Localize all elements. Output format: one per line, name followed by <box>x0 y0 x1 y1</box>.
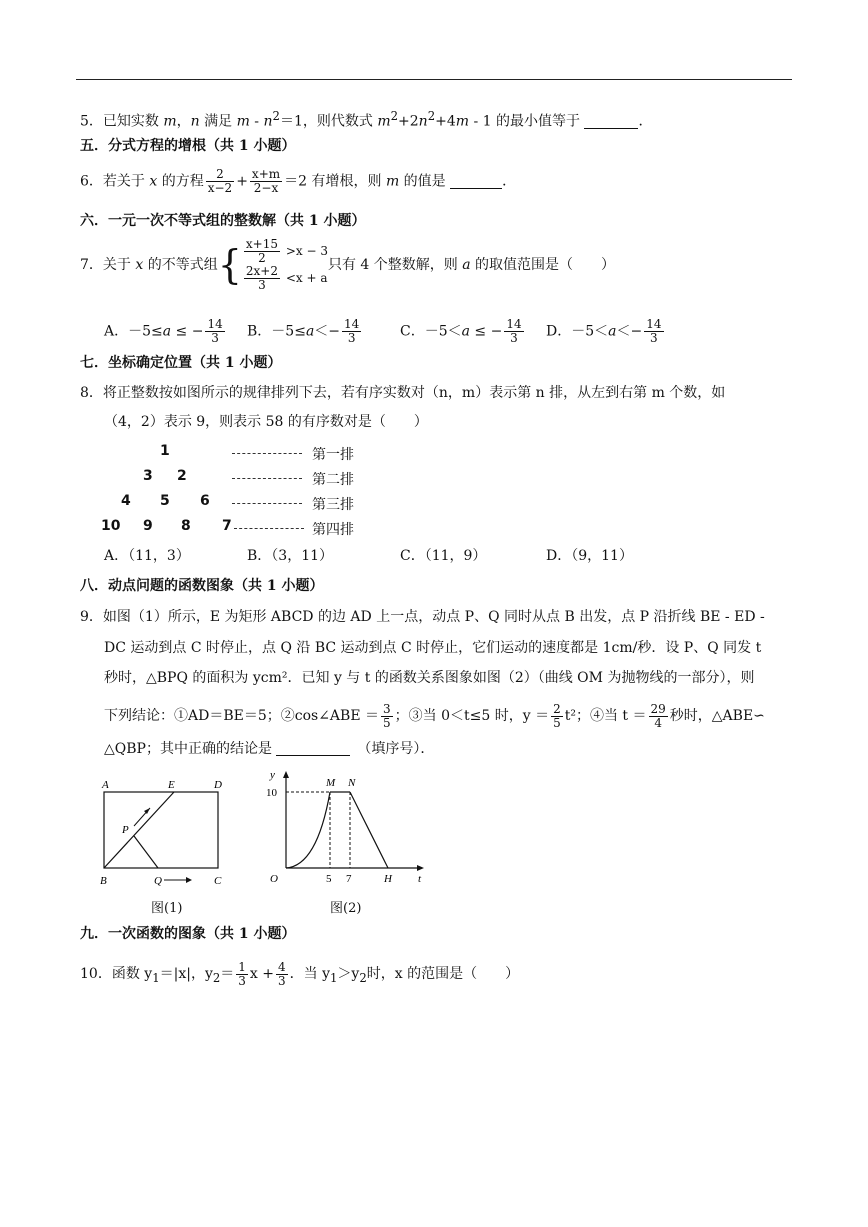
q5-sup: 2 <box>272 109 280 123</box>
label-y: y <box>270 769 275 781</box>
triangle-number: 8 <box>181 518 191 534</box>
label-m: M <box>326 777 336 789</box>
q9-text: 下列结论：①AD＝BE＝5；②cos∠ABE ＝ <box>104 708 380 724</box>
question-9-line-5 <box>104 739 434 759</box>
fraction <box>342 318 361 345</box>
numerator: x+m <box>251 167 281 181</box>
label-10: 10 <box>266 787 277 799</box>
numerator: 14 <box>207 317 223 331</box>
denominator: 2−x <box>253 181 279 195</box>
section-6-heading: 六．一元一次不等式组的整数解（共 1 小题） <box>80 213 366 229</box>
label-7: 7 <box>346 873 352 885</box>
option-rel: ≤ − <box>171 323 204 340</box>
numerator: 2 <box>206 168 234 182</box>
q8-option-b[interactable]: B．（3，11） <box>247 548 334 564</box>
figure-1-caption: 图(1) <box>151 901 183 916</box>
q10-text: x + <box>249 966 274 982</box>
q6-text: 的方程 <box>157 173 204 190</box>
fraction <box>205 318 224 345</box>
t-axis-arrow <box>417 865 424 871</box>
label-t: t <box>418 873 422 885</box>
question-5 <box>80 106 652 132</box>
fraction <box>250 168 282 195</box>
figure-2-caption: 图(2) <box>330 901 362 916</box>
q10-text: ＝|x|，y <box>159 966 213 982</box>
q8-option-c[interactable]: C．（11，9） <box>400 548 487 564</box>
q5-var: m <box>377 113 391 130</box>
label-a: A <box>102 779 109 791</box>
q5-text: - <box>249 113 264 130</box>
q7-var: x <box>135 257 144 273</box>
numerator: 3 <box>383 701 391 716</box>
q5-text: 满足 <box>199 113 237 130</box>
option-label: A．－5≤ <box>104 323 163 340</box>
q5-text: - 1 的最小值等于 <box>469 113 585 130</box>
label-c: C <box>214 875 222 887</box>
label-b: B <box>100 875 107 887</box>
q7-option-a[interactable] <box>104 318 227 345</box>
fraction <box>381 703 393 730</box>
fraction <box>649 703 668 730</box>
label-n: N <box>348 777 356 789</box>
section-8-heading: 八．动点问题的函数图象（共 1 小题） <box>80 578 324 594</box>
leader-line <box>232 478 302 479</box>
label-p: P <box>122 824 129 836</box>
question-9-line-4 <box>104 702 765 730</box>
denominator: 3 <box>650 331 658 345</box>
question-10 <box>80 960 519 992</box>
answer-blank[interactable] <box>276 741 350 756</box>
fraction <box>551 703 563 730</box>
question-6 <box>80 168 516 195</box>
option-var: a <box>608 323 617 340</box>
fraction <box>644 318 663 345</box>
leader-line <box>232 453 302 454</box>
option-rel: ≤ − <box>469 323 503 340</box>
subscript: 1 <box>330 970 338 985</box>
segment-pq <box>134 836 158 868</box>
q5-var: n <box>263 113 273 130</box>
q10-text: ＝ <box>220 966 235 982</box>
q7-text: 的取值范围是（ ） <box>470 257 616 273</box>
fraction <box>206 168 234 195</box>
option-rel: ＜− <box>616 323 643 340</box>
q10-text: ．当 y <box>289 966 330 982</box>
q8-option-d[interactable]: D．（9，11） <box>546 548 633 564</box>
q6-text: 的值是 <box>399 173 451 190</box>
q6-var: m <box>385 173 400 190</box>
q9-text: ；③当 0＜t≤5 时，y ＝ <box>394 708 550 724</box>
label-d: D <box>214 779 222 791</box>
q10-text: ＞y <box>337 966 360 982</box>
denominator: 3 <box>278 973 286 988</box>
q6-text: + <box>236 173 248 190</box>
question-8-line-1: 8．将正整数按如图所示的规律排列下去，若有序实数对（n，m）表示第 n 排，从左到右第 m 个数，如 <box>80 385 726 401</box>
row-label: 第四排 <box>312 522 354 538</box>
q10-text: 时，x 的范围是（ ） <box>366 966 520 982</box>
triangle-number: 7 <box>222 518 232 534</box>
row-label: 第二排 <box>312 472 354 488</box>
label-q: Q <box>154 875 162 887</box>
figure-2-graph <box>262 766 432 892</box>
q7-text: 7．关于 <box>80 257 136 273</box>
q10-text: 10．函数 y <box>80 966 153 982</box>
q6-var: x <box>149 173 158 190</box>
numerator: 14 <box>646 317 662 331</box>
option-label: C．－5＜ <box>400 323 462 340</box>
q7-var: a <box>462 257 471 273</box>
label-o: O <box>270 873 278 885</box>
denominator: 5 <box>383 715 391 730</box>
row-label: 第一排 <box>312 447 354 463</box>
q6-text: ． <box>502 173 517 190</box>
arrow-head <box>186 877 192 883</box>
numerator: 4 <box>278 959 286 974</box>
q7-text: <x + a <box>282 271 328 285</box>
q5-text: ， <box>176 113 191 130</box>
q5-var: n <box>418 113 428 130</box>
leader-line <box>232 503 302 504</box>
row-label: 第三排 <box>312 497 354 513</box>
question-9-line-3: 秒时，△BPQ 的面积为 ycm²．已知 y 与 t 的函数关系图象如图（2）（曲线 OM 为抛物线的一部分），则 <box>104 670 755 686</box>
q5-text: ． <box>638 113 653 130</box>
header-rule <box>76 79 792 80</box>
q8-option-a[interactable]: A．（11，3） <box>104 548 190 564</box>
triangle-number: 2 <box>177 468 187 484</box>
answer-blank[interactable] <box>450 174 502 189</box>
y-axis-arrow <box>283 771 289 778</box>
fraction <box>236 961 248 988</box>
triangle-number: 10 <box>101 518 121 534</box>
numerator: 14 <box>344 317 360 331</box>
option-var: a <box>305 323 315 340</box>
question-8-line-2: （4，2）表示 9，则表示 58 的有序数对是（ ） <box>104 414 428 430</box>
q6-text: ＝2 有增根，则 <box>284 173 386 190</box>
denominator: x−2 <box>207 181 233 195</box>
option-var: a <box>461 323 470 340</box>
q5-sup: 2 <box>427 109 436 123</box>
q7-text: 的不等式组 <box>143 257 218 273</box>
fraction <box>244 238 280 265</box>
q5-sup: 2 <box>390 109 399 123</box>
denominator: 3 <box>258 278 266 292</box>
fraction <box>244 265 280 292</box>
subscript: 2 <box>359 970 367 985</box>
triangle-number: 1 <box>160 443 170 459</box>
label-h: H <box>384 873 392 885</box>
section-7-heading: 七．坐标确定位置（共 1 小题） <box>80 355 282 371</box>
triangle-number: 4 <box>121 493 131 509</box>
option-label: D．－5＜ <box>546 323 609 340</box>
triangle-number: 5 <box>160 493 170 509</box>
q7-text: 只有 4 个整数解，则 <box>327 257 463 273</box>
q5-var: m <box>236 113 250 130</box>
inequality-system <box>242 238 328 292</box>
numerator: x+15 <box>245 237 278 251</box>
segment-be <box>104 792 174 868</box>
answer-blank[interactable] <box>584 114 638 129</box>
section-5-heading: 五．分式方程的增根（共 1 小题） <box>80 138 296 154</box>
option-var: a <box>162 323 172 340</box>
triangle-number: 3 <box>143 468 153 484</box>
denominator: 3 <box>211 331 219 345</box>
numerator: 29 <box>650 701 666 716</box>
label-5: 5 <box>326 873 332 885</box>
denominator: 3 <box>238 973 246 988</box>
numerator: 2 <box>553 701 561 716</box>
section-9-heading: 九．一次函数的图象（共 1 小题） <box>80 926 296 942</box>
q5-var: m <box>163 113 177 130</box>
q9-text: （填序号）． <box>364 741 435 757</box>
subscript: 2 <box>212 970 221 985</box>
q5-text: ＝1，则代数式 <box>279 113 378 130</box>
option-rel: ＜− <box>314 323 341 340</box>
numerator: 1 <box>238 959 246 974</box>
question-7 <box>80 238 615 292</box>
fraction <box>276 961 288 988</box>
question-9-line-1: 9．如图（1）所示，E 为矩形 ABCD 的边 AD 上一点，动点 P、Q 同时从点 B 出发，点 P 沿折线 BE - ED - <box>80 609 765 625</box>
q5-var: n <box>190 113 200 130</box>
q7-option-d[interactable] <box>546 318 666 345</box>
denominator: 3 <box>510 331 518 345</box>
option-label: B．－5≤ <box>247 323 306 340</box>
segment-nh <box>350 792 388 868</box>
triangle-number: 6 <box>200 493 210 509</box>
q9-text: △QBP；其中正确的结论是 <box>104 741 277 757</box>
q5-text: 5．已知实数 <box>80 113 164 130</box>
parabola-om <box>286 792 330 868</box>
label-e: E <box>168 779 175 791</box>
q7-text: >x − 3 <box>282 244 328 258</box>
q6-text: 6．若关于 <box>80 173 150 190</box>
denominator: 3 <box>347 331 356 345</box>
figure-1-rectangle <box>92 772 242 894</box>
q5-var: m <box>455 113 470 130</box>
numerator: 2x+2 <box>245 264 278 278</box>
triangle-number: 9 <box>143 518 153 534</box>
q9-text: 秒时，△ABE∽ <box>669 708 765 724</box>
subscript: 1 <box>152 970 160 985</box>
inequality-1 <box>242 238 328 265</box>
q5-text: +4 <box>435 113 456 130</box>
denominator: 2 <box>258 251 266 265</box>
inequality-2 <box>242 265 328 292</box>
denominator: 5 <box>553 715 561 730</box>
q7-option-c[interactable] <box>400 318 526 345</box>
q5-text: +2 <box>398 113 419 130</box>
denominator: 4 <box>654 715 662 730</box>
numerator: 14 <box>506 317 522 331</box>
fraction <box>504 318 523 345</box>
system-brace: { <box>217 241 242 289</box>
q7-option-b[interactable] <box>247 318 363 345</box>
question-9-line-2: DC 运动到点 C 时停止，点 Q 沿 BC 运动到点 C 时停止，它们运动的速度都是 1cm/秒．设 P、Q 同发 t <box>104 640 762 656</box>
leader-line <box>234 528 304 529</box>
q9-text: t²；④当 t ＝ <box>564 708 647 724</box>
